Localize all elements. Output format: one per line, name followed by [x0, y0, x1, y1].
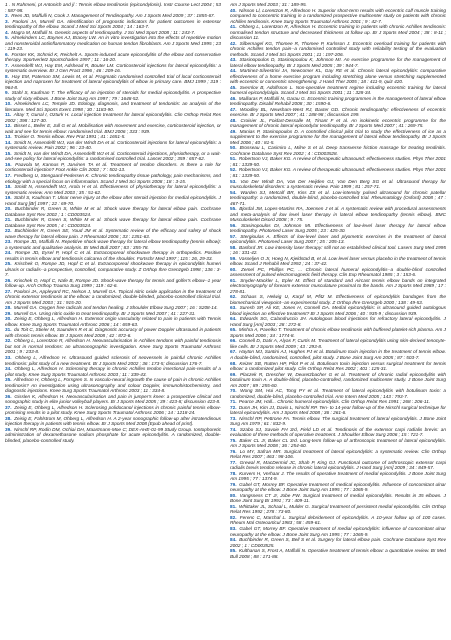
reference-entry — [5, 316, 221, 327]
reference-number: 60. — [230, 266, 237, 272]
reference-text: Robertson VJ, Baker KG. A review of therapeutic ultrasound: effectiveness studies. Phys Ther 2001 ; 81 : 1339-50. — [230, 167, 446, 178]
reference-number: 42. — [230, 40, 237, 46]
reference-entry — [230, 316, 446, 327]
reference-number: 19. — [5, 195, 12, 201]
reference-entry — [230, 449, 446, 460]
reference-number: 29. — [5, 310, 12, 316]
reference-text: Rees JD, Maffulli N, Cook J. Management of Tendinopathy. Am J Sports Med 2009 ; 37 : 1855-67. — [11, 13, 215, 19]
reference-text: Mishra A, Pavelko T. Treatment of chronic elbow tendinosis with buffered platelet-rich plasma. Am J Sports Med 2006 ; 34 : 1774-8. — [230, 327, 446, 338]
reference-text: Krischek O, Rompe JD, Hopf C et al. Extracorporeal shockwave therapy in epicondylitis humeri ulnaris or radialis--a prospective, controlled, comparative study. Z Orthop Ihre Grenzgeb 1998 ; 136 : 3-7. — [5, 261, 221, 278]
reference-text: Vangsness CT Jr, Jobe FW. Surgical treatment of medial epicondylitis. Results in 35 elbows. J Bone Joint Surg Br 1991 ; 73 : 409-11. — [230, 492, 446, 504]
reference-text: Hay EM, Paterson SM, Lewis M, et al. Pragmatic randomised controlled trial of local corticosteroid injection and naproxen for treatment of lateral epicondylitis of elbow in primary care. BMJ 1999 ; 319 : 964-8. — [5, 73, 221, 90]
reference-entry — [230, 167, 446, 178]
reference-entry — [230, 41, 446, 58]
reference-entry — [230, 57, 446, 68]
reference-number: 22. — [5, 228, 12, 234]
reference-number: 63. — [230, 305, 237, 311]
reference-text: Pearce JM, Hall... Chronic humeral epicondylitis. Clin Orthop Relat Res 1991 ; 268 : 206-11. — [238, 399, 431, 405]
reference-entry — [230, 388, 446, 399]
reference-text: Stasinopoulos DI, Johnson MI. Effectiveness of low-level laser therapy for lateral elbow tendinopathy. Photomed Laser Surg 2005 ; 23 : 425-30. — [230, 222, 446, 234]
reference-number: 16. — [5, 161, 12, 167]
reference-text: Van Der Windt DA, Van Der Heijden GJ, Van Den Berg SG et al. Ultrasound therapy for musculoskeletal disorders: a systematic review. Pain 1999 ; 81 : 257-71. — [230, 178, 446, 190]
reference-entry — [5, 35, 221, 52]
reference-text: Kurvers H, Verhaar J. The results of operative treatment of medial epicondylitis. J Bone Joint Surg Am 1995 ; 77 : 1374-9. — [230, 470, 446, 482]
reference-text: Paoloni JA, Murrell GA. Identification of prognostic indicators for patient outcomes in extensor tendinopathy of the elbow. Scand J Med Sci Sports 2004 ; 14 : 163-7. — [5, 18, 221, 30]
reference-text: Stergioulas A. Effects of low-level laser and plyometric exercises in the treatment of lateral epicondylitis. Photomed Laser Surg 2007 ; 25 : 205-13. — [230, 233, 446, 245]
reference-entry — [230, 438, 446, 449]
reference-entry — [5, 338, 221, 355]
reference-entry — [230, 107, 446, 118]
reference-text: Stahl S, Kaufman T. The efficacy of an injection of steroids for medial epicondylitis. A prospective study of sixty elbows. J Bone Joint Surg Am 1997 ; 79 : 1648-52. — [5, 90, 221, 101]
reference-text: Dunn JH, Kim JJ, Davis L, Nirschl RP. Ten- to 14-year follow-up of the Nirschl surgical technique for lateral epicondylitis. Am J Sports Med 2008 ; 36 : 261-6. — [230, 404, 446, 416]
reference-number: 64. — [230, 316, 237, 322]
reference-number: 55. — [230, 206, 237, 212]
reference-number: 3. — [5, 18, 9, 24]
reference-text: Zeisig E, Ohberg L, Alfredson H. Sclerosing polidocanol injections in chronic painful tennis elbow-promising results in a pilot study. Knee Surg Sports Traumatol Arthrosc 2006 ; 14 : 1218-24. — [5, 404, 221, 416]
reference-entry — [5, 90, 221, 101]
reference-number: 31. — [5, 327, 12, 333]
reference-entry — [5, 228, 221, 239]
reference-number: 57. — [230, 233, 237, 239]
reference-text: Nirschl RP, Rodin DM, Ochiai DH, Maartmann-Moe C; DEX-AHE-01-99 Study Group. Iontophoretic administration of dexamethasone sodium phosphate for acute epicondylitis. A randomized, double-blinded, placebo-controlled study. — [5, 426, 221, 443]
reference-number: 84. — [230, 537, 237, 543]
reference-number: 12. — [5, 123, 12, 129]
reference-number: 77. — [230, 459, 237, 465]
reference-number: 17. — [5, 172, 12, 178]
reference-number: 4. — [5, 29, 9, 35]
reference-text: Smidt N, Assendelft WJ, van der Windt DA et al. Corticosteroid injections for lateral epicondylitis: a systematic review. Pain 2002 ; 96 : 23-40. — [5, 139, 221, 151]
reference-entry — [5, 416, 221, 427]
reference-text: Robertson VJ, Baker KG. A review of therapeutic ultrasound: effectiveness studies. Phys Ther 2001 ; 81 : 1339-50. — [230, 156, 446, 167]
reference-text: Ohberg L, Alfredson H. Ultrasound guided sclerosis of neovessels in painful chronic Achilles tendinosis: pilot study of a new treatment. Br J Sports Med 2002 ; 36 : 173-5; discussion 176-7. — [5, 355, 221, 366]
reference-number: 43. — [230, 57, 237, 63]
reference-text: Silbernagel KG, Thomee R, Thomee P, Karlsson J. Eccentric overload training for patients with chronic Achilles tendon pain--a randomised controlled study with reliability testing of the evaluation methods. Scand J Med Sci Sports 2001 ; 11 : 197-206. — [230, 40, 446, 57]
reference-entry — [5, 405, 221, 416]
reference-number: 36. — [5, 393, 12, 399]
reference-number: 71. — [230, 399, 237, 405]
reference-number: 39. — [5, 426, 12, 432]
reference-number: 80. — [230, 492, 237, 498]
reference-entry — [5, 278, 221, 289]
reference-text: Baker CL Jr, Baker CL 3rd. Long-term follow-up of arthroscopic treatment of lateral epicondylitis. Am J Sports Med 2008 ; 36 : 254-60. — [230, 437, 446, 449]
reference-number: 74. — [230, 426, 237, 432]
reference-entry — [5, 140, 221, 151]
reference-entry — [5, 112, 221, 123]
reference-number: 83. — [230, 525, 237, 531]
reference-number: 27. — [5, 288, 12, 294]
reference-text: Zemel PC, Phillips PC, ... Chronic lateral humeral epicondylitis--a double-blind controlled assessment of pulsed electromagnetic field therapy. Clin Exp Rheumatol 1985 ; 3 : 153-6. — [230, 266, 446, 278]
reference-entry — [5, 206, 221, 217]
reference-entry — [230, 278, 446, 295]
reference-number: 78. — [230, 470, 237, 476]
reference-entry — [5, 2, 221, 13]
reference-number: 52. — [230, 167, 237, 173]
reference-text: Ferenc C, Marchal L. Surgical debridement of epicondylitis. A 10-year follow up of 100 cases. Rheum Mal Osteoarticul 1983 ; 58 : 459-61. — [230, 514, 446, 526]
reference-number: 79. — [230, 481, 237, 487]
reference-entry — [5, 394, 221, 405]
reference-number: 35. — [5, 377, 12, 383]
reference-entry — [230, 349, 446, 360]
reference-entry — [5, 217, 221, 228]
reference-entry — [230, 548, 446, 559]
reference-text: Kulthanan S, Frost A, Maffulli N. Operative treatment of tennis elbow: a quantitative review. Br Med Bull 2008 ; 88 : 171-88. — [230, 548, 446, 559]
reference-number: 49. — [230, 128, 237, 134]
reference-text: Magra M, Maffulli N. Genetic aspects of tendinopathy. J Sci Med Sport 2008 ; 11 : 243-7. — [11, 29, 196, 35]
reference-number: 40. — [230, 7, 237, 13]
reference-text: Croisier JL, Foidart-Dessalle M, Tinant F et al. An isokinetic eccentric programme for the management of chronic lateral epicondylar tendinopathy. Br J Sports Med 2007 ; 41 : 269-75. — [230, 117, 446, 129]
reference-text: Assendelft WJ, Hay EM, Adshead R, Bouter LM. Corticosteroid injections for lateral epicondylitis: a systematic overview. Br J Gen Pract 1996 ; 46 : 209-16. — [5, 62, 221, 74]
reference-entry — [230, 145, 446, 156]
reference-number: 26. — [5, 277, 12, 283]
reference-entry — [230, 179, 446, 190]
reference-number: 8. — [5, 73, 9, 79]
reference-text: Ohberg L, Alfredson H. Sclerosing therapy in chronic Achilles tendon insertional pain-results of a pilot study. Knee Surg Sports Traumatol Arthrosc 2003 ; 11 : 339-43. — [5, 366, 221, 377]
reference-entry — [230, 471, 446, 482]
reference-entry — [5, 261, 221, 278]
reference-text: Ohberg L, Lorentzon R, Alfredson H. Eccentric training in patients with chronic Achilles tendinosis: normalised tendon structure and decreased thickness at follow up. Br J Sports Med 2004 ; 38 : 8-11 ; discussion 11. — [230, 24, 446, 41]
reference-text: Rompe JD, Eysel P, Hopf C et al. Extracorporeal shockwave therapy in orthopedics. Positive results in tennis elbow and tendinosis calcarea of the shoulder. Fortschr Med 1997 ; 115 : 26, 29-33. — [5, 250, 221, 261]
reference-text: Smidt N, van der Windt DA, Assendelft WJ et al. Corticosteroid injections, physiotherapy, or a wait-and-see policy for lateral epicondylitis: a randomised controlled trial. Lancet 2002 ; 359 : 657-62. — [5, 150, 221, 162]
reference-text: Murrell GA. Using nitric oxide to treat tendinopathy. Br J Sports Med 2007 ; 41 : 227-31. — [13, 310, 196, 316]
reference-number: 11. — [5, 112, 12, 118]
reference-entry — [5, 239, 221, 250]
reference-text: Zeisig E, Fahlstrom M, Ohberg L, Alfredson H. A 2-year sonographic follow-up after intratendinous injection therapy in patients with tennis elbow. Br J Sports Med 2008 [Epub ahead of print]. — [5, 415, 221, 427]
reference-text: Rompe JD, Maffulli N. Repetitive shock wave therapy for lateral elbow tendinopathy (tennis elbow): a systematic and qualitative analysis. Br Med Bull 2007 ; 83 : 355-78. — [5, 239, 221, 250]
reference-number: 34. — [5, 366, 12, 372]
reference-number: 10. — [5, 101, 12, 107]
reference-text: Martinez-Silvestrini JA, Newcomer KL, Gay RE et al. Chronic lateral epicondylitis: comparative effectiveness of a home exercise program including stretching alone versus stretching supplemented with eccentric or concentric strengthening. J Hand Ther 2005 ; 18 : 411-9, quiz 420. — [230, 68, 446, 85]
reference-text: Gisslen K, Alfredson H. Neovascularisation and pain in jumper's knee: a prospective clinical and sonographic study in elite junior volleyball players. Br J Sports Med 2005 ; 39 : 423-8; discussion 423-8. — [5, 393, 221, 405]
reference-text: Gabel GT, Morrey BF. Operative treatment of medial epicondylitis: influence of concomitant ulnar neuropathy at the elbow. J Bone Joint Surg Am 1995 ; 77 : 1065-9. — [230, 525, 446, 537]
reference-number: 15. — [5, 150, 12, 156]
reference-text: Smidt N, Assendelft WJ, Arola H et al. Effectiveness of physiotherapy for lateral epicondylitis: a systematic review. Ann Med 2003 ; 35 : 51-62. — [5, 184, 221, 195]
reference-text: Paoloni JA, Appleyard RC, Nelson J, Murrell GA. Topical nitric oxide application in the treatment of chronic extensor tendinosis at the elbow: a randomized, double-blinded, placebo-controlled clinical trial. Am J Sports Med 2003 ; 31 : 915-20. — [5, 288, 221, 305]
reference-text: Buchbinder R, Green S, White M et al. Shock wave therapy for lateral elbow pain. Cochrane Database Syst Rev 2002 ; 1 : CD003524. — [5, 206, 221, 217]
reference-number: 81. — [230, 503, 237, 509]
reference-text: Grewal R, MacDermid JC, Shah P, King GJ. Functional outcome of arthroscopic extensor carpi radialis brevis tendon release in chronic lateral epicondylitis. J Hand Surg [Am] 2009 ; 34 : 849-57. — [230, 459, 446, 471]
reference-number: 69. — [230, 371, 237, 377]
references-right-column — [230, 2, 446, 640]
reference-text: Buchbinder R, Green S, White M et al. Shock wave therapy for lateral elbow pain. Cochrane Database Syst Rev 2005 ; 4 : CD003524. — [5, 217, 221, 228]
reference-entry — [230, 416, 446, 427]
reference-number: 28. — [5, 305, 12, 311]
reference-entry — [230, 427, 446, 438]
reference-number: 65. — [230, 327, 237, 333]
reference-number: 6. — [5, 51, 9, 57]
reference-number: 70. — [230, 388, 237, 394]
reference-entry — [230, 8, 446, 25]
reference-number: 45. — [230, 84, 237, 90]
reference-entry — [5, 289, 221, 306]
reference-number: 68. — [230, 360, 237, 366]
reference-number: 46. — [230, 95, 237, 101]
reference-entry — [5, 162, 221, 173]
reference-entry — [230, 327, 446, 338]
reference-text: Fredberg U, Stengaard-Pedersen K. Chronic tendinopathy tissue pathology, pain mechanisms, and etiology with a special focus on inflammation. Scand J Med Sci Sports 2008 ; 18 : 3-15. — [5, 172, 221, 184]
reference-entry — [5, 377, 221, 394]
reference-number: 59. — [230, 255, 237, 261]
reference-text: Connell D, Datir A, Alyas F, Curtis M. Treatment of lateral epicondylitis using skin-derived tenocyte-like cells. Br J Sports Med 2009 ; 43 : 293-8. — [230, 338, 446, 349]
reference-entry — [5, 366, 221, 377]
reference-entry — [230, 190, 446, 207]
reference-entry — [230, 24, 446, 41]
reference-number: 37. — [5, 404, 12, 410]
reference-text: Schaus S, Helwig U, Karpf M, Pfitz M. Effectiveness of epicondylitis bandages from the biomechanical viewpoint--an experimental study. Z Orthop Ihre Grenzgeb 2000 ; 138 : 49-53. — [230, 294, 446, 305]
reference-number: 32. — [5, 338, 12, 344]
reference-entry — [230, 405, 446, 416]
reference-text: Bjordal JM, Lopes-Martins RA, Joensen J et al. A systematic review with procedural assessments and meta-analysis of low level laser therapy in lateral elbow tendinopathy (tennis elbow). BMC Musculoskelet Disord 2008 ; 9 : 75. — [230, 206, 446, 223]
reference-entry — [230, 206, 446, 223]
reference-entry — [230, 460, 446, 471]
reference-number: 76. — [230, 448, 237, 454]
reference-text: Ohberg L, Lorentzon R, Alfredson H. Neovascularisation in Achilles tendons with painful tendinosis but not in normal tendons: an ultrasonographic investigation. Knee Surg Sports Traumatol Arthrosc 2001 ; 9 : 233-8. — [5, 338, 221, 355]
reference-entry — [230, 118, 446, 129]
reference-entry — [230, 482, 446, 493]
reference-entry — [230, 338, 446, 349]
reference-text: Manias P, Stasinopoulos D. A controlled clinical pilot trial to study the effectiveness of ice as a supplement to the exercise programme for the management of lateral elbow tendinopathy. Br J Sports Med 2006 ; 40 : 81-5. — [230, 128, 446, 145]
reference-text: Edwards SG, Calandruccio JH. Autologous blood injections for refractory lateral epicondylitis. J Hand Surg [Am] 2003 ; 28 : 272-8. — [230, 316, 446, 327]
reference-entry — [230, 537, 446, 548]
reference-text: Szabo SJ, Savoie FH 3rd, Field LD et al. Tendinosis of the extensor carpi radialis brevis: an evaluation of three methods of operative treatment. J Shoulder Elbow Surg 2006 ; 15 : 721-7. — [230, 426, 446, 438]
reference-number: 85. — [230, 548, 237, 554]
reference-entry — [230, 504, 446, 515]
reference-entry — [5, 184, 221, 195]
reference-entry — [5, 427, 221, 444]
references-left-column — [5, 2, 221, 640]
reference-text: Troisier O. Tennis elbow. Rev Prat 1991 ; 41 : 1651-5. — [13, 134, 126, 140]
reference-number: 54. — [230, 189, 237, 195]
reference-text: Wong SM, Hui AC, Tong PY et al. Treatment of lateral epicondylitis with botulinum toxin: a randomized, double-blind, placebo-controlled trial. Ann Intern Med 2005 ; 143 : 793-7. — [230, 388, 446, 399]
reference-entry — [5, 63, 221, 74]
reference-number: 24. — [5, 250, 12, 256]
reference-entry — [230, 156, 446, 167]
reference-text: Svernlov B, Adolfsson L. Non-operative treatment regime including eccentric training for lateral humeral epicondylalgia. Scand J Med Sci Sports 2001 ; 11 : 328-34. — [230, 84, 446, 96]
reference-number: 75. — [230, 437, 237, 443]
reference-entry — [5, 173, 221, 184]
reference-number: 44. — [230, 68, 237, 74]
reference-number: 72. — [230, 404, 237, 410]
reference-number: 21. — [5, 217, 12, 223]
reference-text: Am J Sports Med 2003 ; 31 : 189-95. — [230, 2, 307, 7]
reference-entry — [230, 245, 446, 256]
reference-number: 18. — [5, 184, 12, 190]
reference-text: Lo MY, Safran MR. Surgical treatment of lateral epicondylitis: a systematic review. Clin Orthop Relat Res 2007 ; 463 : 98-106. — [230, 448, 446, 460]
reference-number: 61. — [230, 277, 237, 283]
reference-number: 48. — [230, 117, 237, 123]
reference-entry — [230, 493, 446, 504]
reference-number: 23. — [5, 239, 12, 245]
reference-number: 41. — [230, 24, 237, 30]
reference-text: Zeisig E, Ohberg L, Alfredson H. Extensor origin vascularity related to pain in patients with Tennis elbow. Knee Surg Sports Traumatol Arthrosc 2006 ; 14 : 659-63. — [5, 316, 221, 327]
reference-text: Altay T, Gunal I, Ozturk H. Local injection treatment for lateral epicondylitis. Clin Orthop Relat Res 2002 ; 398 : 127-30. — [5, 112, 221, 123]
reference-entry — [5, 195, 221, 206]
reference-text: Buchbinder R, Green SE, Youd JM et al. Systematic review of the efficacy and safety of shock wave therapy for lateral elbow pain. J Rheumatol 2006 ; 33 : 1351-63. — [5, 228, 221, 239]
reference-text: Almekinders LC, Temple JD. Etiology, diagnosis, and treatment of tendonitis: an analysis of the literature. Med Sci Sports Exerc 1998 ; 30 : 1183-90. — [5, 101, 221, 112]
reference-text: Bisset L, Beller E, Jull G et al. Mobilisation with movement and exercise, corticosteroid injection, or wait and see for tennis elbow: randomised trial. BMJ 2006 ; 333 : 939. — [5, 123, 221, 134]
reference-number: 7. — [5, 62, 9, 68]
reference-entry — [5, 151, 221, 162]
reference-number: 25. — [5, 261, 12, 267]
reference-text: Gabel GT, Morrey BF. Operative treatment of medical epicondylitis. Influence of concomitant ulnar neuropathy at the elbow. J Bone Joint Surg Am 1995 ; 77 : 1065-9. — [230, 481, 446, 493]
reference-entry — [5, 355, 221, 366]
reference-text: Forster KK, Schmid K, Reichelt A. Sports-induced acute epicondylitis of the elbow and conservative therapy. Sportverletz Sportschaden 1997 ; 11 : 16-20. — [5, 51, 221, 63]
reference-entry — [230, 85, 446, 96]
reference-entry — [5, 101, 221, 112]
reference-entry — [230, 305, 446, 316]
reference-entry — [230, 96, 446, 107]
reference-entry — [230, 234, 446, 245]
reference-number: 14. — [5, 139, 12, 145]
reference-text: Suresh SP, Ali KE, Jones H, Connell DA. Medial epicondylitis: is ultrasound guided autologous blood injection an effective treatment? Br J Sports Med 2006 ; 40 : 935-9 ; discussion 939. — [230, 305, 446, 316]
reference-entry — [230, 372, 446, 389]
reference-number: 30. — [5, 316, 12, 322]
reference-number: 2. — [5, 13, 9, 19]
reference-number: 47. — [230, 106, 237, 112]
reference-number: 33. — [5, 355, 12, 360]
reference-number: 67. — [230, 349, 237, 355]
reference-number: 53. — [230, 178, 237, 184]
reference-text: Whittaker JL, Schaal L, Mulder G. Surgical treatment of persistent medial epicondylitis. Clin Orthop Relat Res 1992 ; 278 : 73-80. — [230, 503, 446, 515]
reference-text: Nilsson Ll, Lorentzon R, Alfredson H. Superior short-term results with eccentric calf muscle training compared to concentric training in a randomized prospective multicenter study on patients with chronic Achilles tendinosis. Knee Surg Sports Traumatol Arthrosc 2001 ; 9 : 42-7. — [230, 7, 446, 24]
reference-text: Stasinopoulos D, Stasinopoulou K, Johnson MI. An exercise programme for the management of lateral elbow tendinopathy. Br J Sports Med 2005 ; 39 : 944-7. — [230, 57, 446, 68]
reference-text: Brosseau L, Casimiro L, Milne S et al. Deep transverse friction massage for treating tendinitis. Cochrane Database Syst Rev 2002 ; 4 : CD003528. — [230, 145, 446, 156]
reference-text: Hayton MJ, Santini AJ, Hughes PJ et al. Botulinum toxin injection in the treatment of tennis elbow. A double-blind, randomized, controlled, pilot study. J Bone Joint Surg Am 2005 ; 87 : 503-7. — [230, 349, 446, 360]
reference-number: 38. — [5, 415, 12, 421]
reference-text: Snyder-Mackler L, Epler M. Effect of standard and Aircast tennis elbow bands on integrated electromyography of forearm extensor musculature proximal to the bands. Am J Sports Med 1989 ; 17 : 278-81. — [230, 277, 446, 294]
reference-number: 20. — [5, 206, 12, 212]
reference-number: 66. — [230, 338, 237, 344]
reference-text: 1 . N Rahmeni, pt Antonich and jl : Tennis elbow tendinosis (epicondylosis). Instr Course Lect 2004 ; 53 : 587-98. — [5, 2, 221, 13]
reference-entry — [230, 515, 446, 526]
reference-text: Krischek O, Hopf C, Nafe B, Rompe JD. Shock-wave therapy for tennis and golfer's elbow--1 year follow-up. Arch Orthop Trauma Surg 1999 ; 119 : 62-6. — [5, 277, 221, 289]
reference-number: 13. — [5, 134, 12, 140]
reference-entry — [230, 526, 446, 537]
reference-text: Almekinders LC, Baynes AJ, Bracey LW. An in vitro investigation into the effects of repetitive motion and nonsteroidal antiinflammatory medication on human tendon fibroblasts. Am J Sports Med 1995 ; 23 : 119-23. — [5, 35, 221, 52]
reference-entry — [230, 68, 446, 85]
reference-entry — [5, 250, 221, 261]
reference-text: Basford JR. Low intensity laser therapy: still not an established clinical tool. Lasers Surg Med 1995 ; 16 : 331-42. — [230, 244, 446, 256]
reference-text: du Toit C, Stieler M, Saunders R et al. Diagnostic accuracy of power Doppler ultrasound in patients with chronic tennis elbow. Br J Sports Med 2008 ; 42 : 872-6. — [5, 327, 221, 338]
reference-number: 82. — [230, 514, 237, 520]
reference-entry — [5, 123, 221, 134]
reference-text: Nirschl RP, Pettrone FA. Tennis elbow. The surgical treatment of lateral epicondylitis. J Bone Joint Surg Am 1979 ; 61 : 832-9. — [230, 415, 446, 427]
reference-entry — [5, 74, 221, 91]
reference-text: Vasseljen O Jr, Hoeg N, Kjeldstad B, et al. Low level laser versus placebo in the treatment of tennis elbow. Scand J Rehabil Med 1992 ; 24 : 37-42. — [230, 255, 446, 267]
reference-number: 5. — [5, 35, 9, 41]
reference-entry — [230, 129, 446, 146]
reference-entry — [5, 327, 221, 338]
reference-number: 50. — [230, 145, 237, 151]
reference-number: 58. — [230, 244, 237, 250]
reference-entry — [230, 267, 446, 278]
reference-text: Murrell GA. Oxygen free radicals and tendon healing. J Shoulder Elbow Surg 2007 ; 16 : S208-14. — [13, 305, 218, 311]
reference-entry — [230, 223, 446, 234]
reference-number: 56. — [230, 222, 237, 228]
reference-text: Malliaras P, Maffulli N, Garau G. Eccentric training programmes in the management of lateral elbow tendinopathy. Disabil Rehabil 2008 ; 30 : 1590-6. — [230, 95, 446, 107]
reference-entry — [5, 52, 221, 63]
reference-number: 73. — [230, 415, 237, 421]
reference-number: 9. — [5, 90, 9, 96]
reference-entry — [5, 19, 221, 30]
reference-text: Stahl S, Kaufman T. Ulnar nerve injury at the elbow after steroid injection for medial epicondylitis. J Hand Surg [Br] 1997 ; 22 : 69-70. — [5, 195, 221, 206]
reference-text: Woodley BL, Newsham-West RJ, Baxter GD. Chronic tendinopathy: effectiveness of eccentric exercise. Br J Sports Med 2007 ; 41 : 188-98 ; discussion 199. — [230, 106, 446, 118]
reference-text: Warden SJ, Metcalf BR, Kiss ZS et al. Low-intensity pulsed ultrasound for chronic patellar tendinopathy: a randomized, double-blind, placebo-controlled trial. Rheumatology (Oxford) 2008 ; 47 : 467-71. — [230, 189, 446, 206]
reference-entry — [230, 361, 446, 372]
reference-number: 51. — [230, 156, 237, 162]
reference-entry — [230, 294, 446, 305]
reference-text: Paavola M, Kannus P, Jarvinen TA et al. Treatment of tendon disorders. Is there a role for corticosteroid injection? Foot Ankle Clin 2002 ; 7 : 501-13. — [5, 161, 221, 173]
reference-text: Buchbinder R, Green S, Bell S et al. Surgery for lateral elbow pain. Cochrane Database Syst Rev 2002 ; 1 : CD003525. — [230, 537, 446, 548]
reference-text: Keizer SB, Rutten HP, Pilot P et al. Botulinum toxin injection versus surgical treatment for tennis elbow: a randomized pilot study. Clin Orthop Relat Res 2002 ; 401 : 125-31. — [230, 360, 446, 372]
reference-text: Placzek R, Drescher W, Deuretzbacher G et al. Treatment of chronic radial epicondylitis with botulinum toxin A. A double-blind, placebo-controlled, randomized multicenter study. J Bone Joint Surg Am 2007 ; 89 : 255-60. — [230, 371, 446, 388]
reference-number: 62. — [230, 294, 237, 300]
reference-text: Alfredson H, Ohberg L, Forsgren S. Is vasculo-neural ingrowth the cause of pain in chronic Achilles tendinosis? An investigation using ultrasonography and colour Doppler, immunohistochemistry, and diagnostic injections. Knee Surg Sports Traumatol Arthrosc 2003 ; 11 : 334-8. — [5, 377, 221, 394]
reference-entry — [230, 256, 446, 267]
